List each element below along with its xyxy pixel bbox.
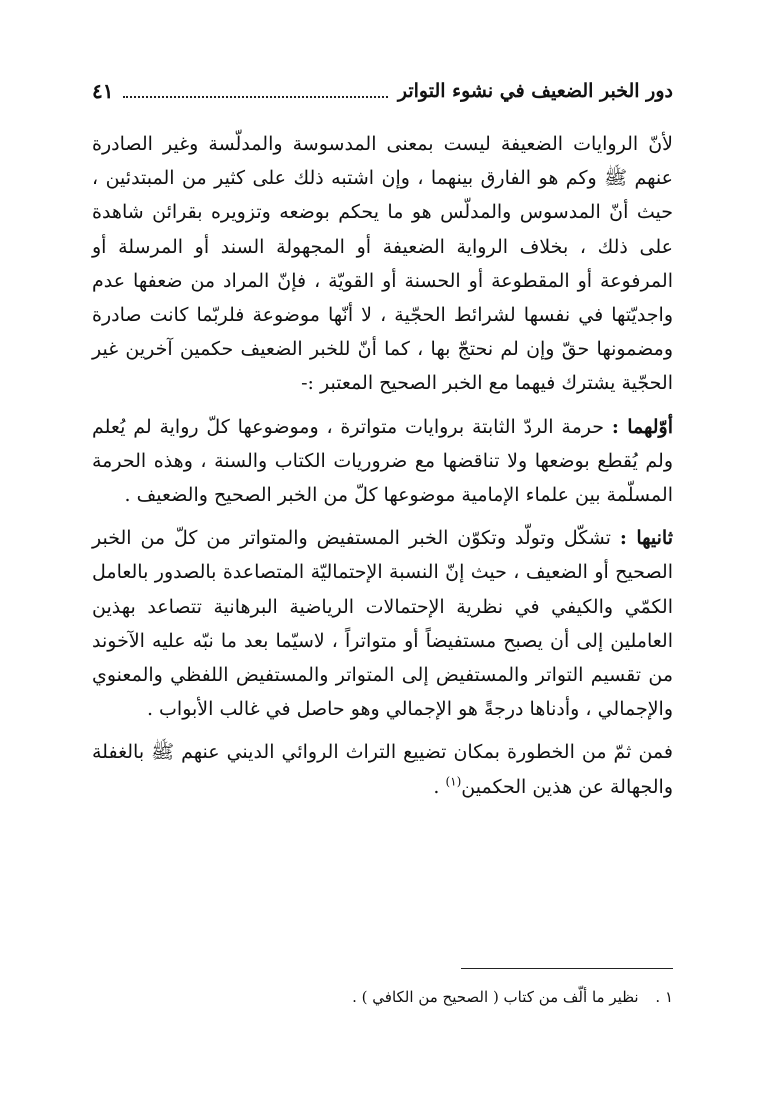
header-dotted-leader: [123, 96, 387, 98]
running-header: [92, 74, 673, 108]
paragraph-4-end: .: [433, 775, 446, 798]
paragraph-2: [92, 410, 673, 513]
footnote-number: ١ .: [655, 988, 673, 1006]
page-number: ٤١: [92, 79, 114, 103]
paragraph-3-lead: ثانيها :: [619, 527, 673, 550]
footnote: [92, 985, 673, 1009]
header-title: دور الخبر الضعيف في نشوء التواتر: [397, 80, 673, 102]
paragraph-2-lead: أوّلهما :: [611, 415, 673, 438]
paragraph-4: [92, 735, 673, 803]
paragraph-3: [92, 521, 673, 726]
paragraph-3-text: تشكّل وتولّد وتكوّن الخبر المستفيض والمتواتر من كلّ من الخبر الصحيح أو الضعيف ، حيث إنّ النسبة الإحتماليّة المتصاعدة بالصدور بالعامل الكمّي والكيفي في نظرية الإحتمالات الرياضية البرهانية تتصاعد بهذين العاملين إلى أن يصبح مستفيضاً أو متواتراً ، لاسيّما بعد ما نبّه عليه الآخوند من تقسيم التواتر والمستفيض إلى المتواتر والمستفيض اللفظي والمعنوي والإجمالي ، وأدناها درجةً هو الإجمالي وهو حاصل في غالب الأبواب .: [92, 527, 673, 721]
main-text: [92, 127, 673, 804]
footnote-reference[interactable]: (١): [445, 774, 462, 789]
paragraph-1: لأنّ الروايات الضعيفة ليست بمعنى المدسوسة والمدلّسة وغير الصادرة عنهم ﷺ وكم هو الفارق بينهما ، وإن اشتبه ذلك على كثير من المبتدئين ، حيث أنّ المدسوس والمدلّس هو ما يحكم بوضعه وتزويره بقرائن شاهدة على ذلك ، بخلاف الرواية الضعيفة أو المجهولة السند أو المرسلة أو المرفوعة أو المقطوعة أو الحسنة أو القويّة ، فإنّ المراد من ضعفها عدم واجديّتها في نفسها لشرائط الحجّية ، لا أنّها موضوعة فلربّما كانت صادرة ومضمونها حقّ وإن لم نحتجّ بها ، كما أنّ للخبر الضعيف حكمين آخرين غير الحجّية يشترك فيهما مع الخبر الصحيح المعتبر :-: [92, 133, 673, 395]
paragraph-2-text: حرمة الردّ الثابتة بروايات متواترة ، وموضوعها كلّ رواية لم يُعلم ولم يُقطع بوضعها ولا تناقضها مع ضروريات الكتاب والسنة ، وهذه الحرمة المسلّمة بين علماء الإمامية موضوعها كلّ من الخبر الصحيح والضعيف .: [92, 415, 673, 507]
paragraph-4-text: فمن ثمّ من الخطورة بمكان تضييع التراث الروائي الديني عنهم ﷺ بالغفلة والجهالة عن هذين الحكمين: [92, 741, 673, 798]
footnote-text: نظير ما ألّف من كتاب ( الصحيح من الكافي ) .: [352, 988, 639, 1006]
footnote-separator: [461, 968, 673, 969]
